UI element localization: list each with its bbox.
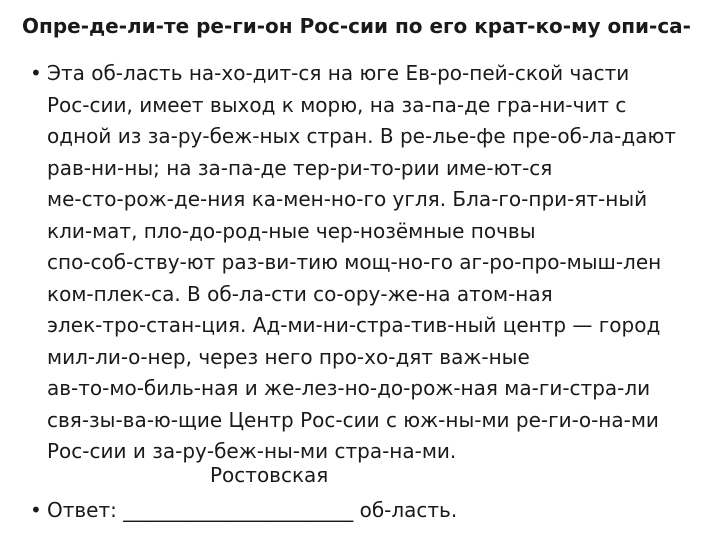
description-line: ме-сто-рож-де-ния ка-мен-но-го угля. Бла-го-при-ят-ный xyxy=(47,187,648,211)
region-description xyxy=(47,58,720,468)
description-line: элек-тро-стан-ция. Ад-ми-ни-стра-тив-ный центр — город xyxy=(47,313,661,337)
answer-value: Ростовская xyxy=(210,463,329,487)
description-line: мил-ли-о-нер, через него про-хо-дят важ-ные xyxy=(47,344,530,369)
description-line: свя-зы-ва-ю-щие Центр Рос-сии с юж-ны-ми ре-ги-о-на-ми xyxy=(47,407,659,432)
description-line: кли-мат, пло-до-род-ные чер-нозёмные почвы xyxy=(47,218,536,243)
description-line: ком-плек-са. В об-ла-сти со-ору-же-на атом-ная xyxy=(47,281,553,306)
description-line: ав-то-мо-биль-ная и же-лез-но-до-рож-ная ма-ги-стра-ли xyxy=(47,376,651,400)
description-line: Рос-сии и за-ру-беж-ны-ми стра-на-ми. xyxy=(47,439,457,463)
description-line: Рос-сии, имеет выход к морю, на за-па-де гра-ни-чит с xyxy=(47,92,627,117)
bullet-icon: • xyxy=(30,498,42,522)
description-line: Эта об-ласть на-хо-дит-ся на юге Ев-ро-пей-ской части xyxy=(47,61,630,85)
task-title: Опре-де-ли-те ре-ги-он Рос-сии по его крат-ко-му опи-са- xyxy=(22,14,691,38)
description-line: одной из за-ру-беж-ных стран. В ре-лье-фе пре-об-ла-дают xyxy=(47,124,676,148)
description-line: рав-ни-ны; на за-па-де тер-ри-то-рии име-ют-ся xyxy=(47,155,553,180)
description-line: спо-соб-ству-ют раз-ви-тию мощ-но-го аг-ро-про-мыш-лен xyxy=(47,250,662,274)
answer-line: Ответ: _______________________ об-ласть. xyxy=(47,498,458,522)
bullet-icon: • xyxy=(30,61,42,85)
